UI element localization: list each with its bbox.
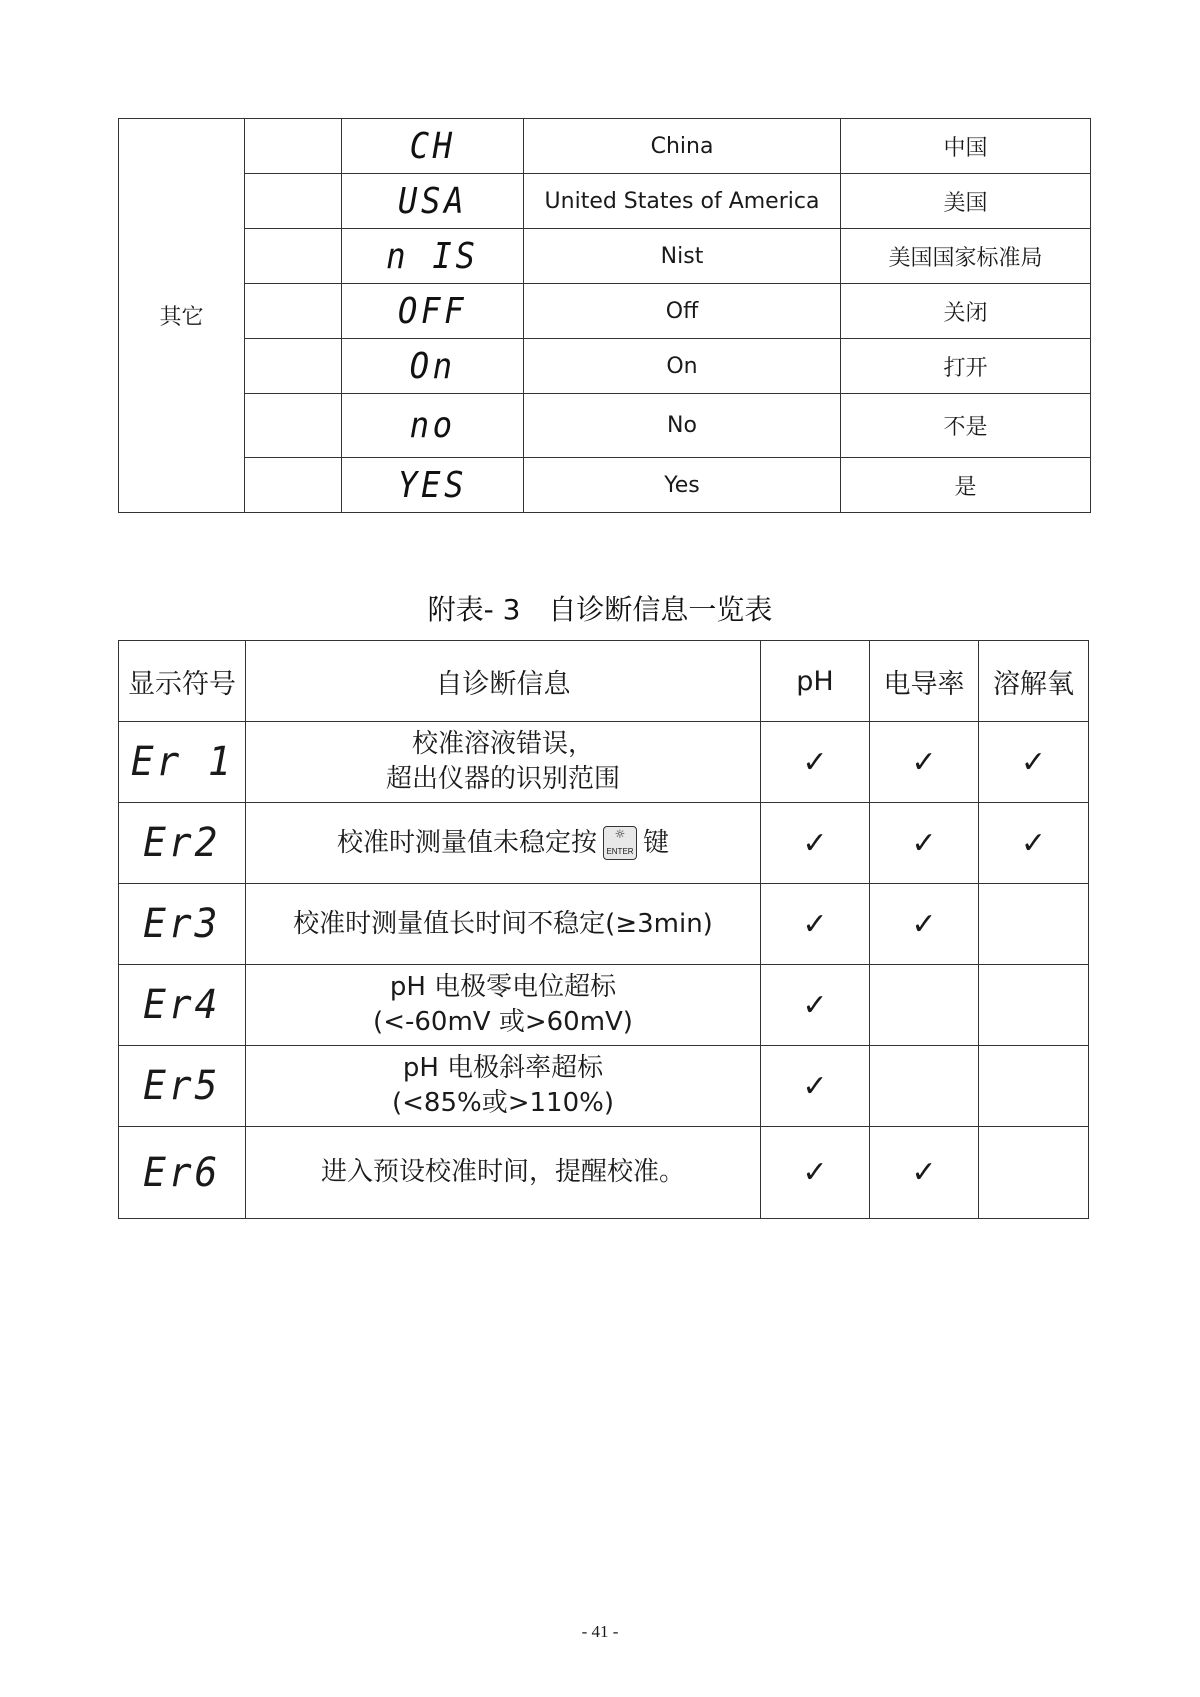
lcd-code: OFF (397, 290, 468, 332)
display-code-cell (342, 284, 524, 339)
display-code-cell (342, 394, 524, 458)
lcd-code: Er3 (143, 901, 221, 947)
enter-key-icon (603, 826, 637, 860)
info-line: pH 电极零电位超标 (389, 972, 617, 1002)
info-line: 超出仪器的识别范围 (385, 764, 620, 794)
conductivity-cell (870, 1127, 979, 1219)
conductivity-cell (870, 722, 979, 803)
info-line: pH 电极斜率超标 (402, 1053, 604, 1083)
conductivity-cell (870, 965, 979, 1046)
info-line: (<85%或>110%) (392, 1088, 614, 1118)
empty-cell (245, 119, 342, 174)
table-row (119, 1046, 1089, 1127)
diagnosis-info-cell (246, 884, 761, 965)
lcd-code: Er2 (143, 820, 221, 866)
diagnosis-info-cell (246, 1046, 761, 1127)
dissolved-oxygen-cell (979, 803, 1089, 884)
lcd-code: Er4 (143, 982, 221, 1028)
info-text: 校准时测量值未稳定按 (336, 827, 597, 858)
english-cell: No (524, 394, 841, 458)
lcd-code: no (409, 405, 456, 446)
table-row (119, 229, 1091, 284)
chinese-cell: 美国国家标准局 (841, 229, 1091, 284)
header-display-code: 显示符号 (119, 641, 246, 722)
table-row (119, 965, 1089, 1046)
empty-cell (245, 284, 342, 339)
table-row (119, 803, 1089, 884)
table-row (119, 284, 1091, 339)
check-icon: ✓ (911, 825, 937, 861)
english-cell: Yes (524, 458, 841, 513)
lcd-code: n IS (386, 235, 479, 277)
table-row (119, 394, 1091, 458)
display-code-cell (342, 229, 524, 284)
error-code-cell (119, 803, 246, 884)
english-cell: China (524, 119, 841, 174)
header-ph: pH (761, 641, 870, 722)
check-icon: ✓ (802, 987, 828, 1023)
display-code-cell (342, 458, 524, 513)
diagnosis-info-cell (246, 722, 761, 803)
ph-cell (761, 1046, 870, 1127)
check-icon: ✓ (911, 906, 937, 942)
info-text: 键 (643, 827, 670, 858)
table-caption: 附表- 3 自诊断信息一览表 (427, 593, 773, 626)
conductivity-cell (870, 1046, 979, 1127)
empty-cell (245, 394, 342, 458)
diagnosis-info-cell (246, 803, 761, 884)
english-cell: Off (524, 284, 841, 339)
table-row (119, 174, 1091, 229)
header-diagnosis-info: 自诊断信息 (246, 641, 761, 722)
empty-cell (245, 229, 342, 284)
table-row (119, 119, 1091, 174)
page-number: - 41 - (581, 1622, 619, 1641)
info-line: 校准时测量值长时间不稳定(≥3min) (293, 908, 713, 939)
lcd-code: Er 1 (130, 739, 234, 785)
lcd-code: On (409, 345, 456, 387)
empty-cell (245, 339, 342, 394)
check-icon: ✓ (802, 1155, 828, 1190)
lcd-code: YES (397, 464, 468, 506)
table-row (119, 722, 1089, 803)
ph-cell (761, 803, 870, 884)
chinese-cell: 打开 (841, 339, 1091, 394)
conductivity-cell (870, 884, 979, 965)
english-cell: Nist (524, 229, 841, 284)
error-code-cell (119, 1127, 246, 1219)
chinese-cell: 中国 (841, 119, 1091, 174)
error-code-cell (119, 884, 246, 965)
lcd-code: Er6 (143, 1149, 221, 1196)
group-label: 其它 (159, 305, 204, 330)
ph-cell (761, 965, 870, 1046)
info-line: 进入预设校准时间，提醒校准。 (320, 1157, 685, 1187)
error-code-cell (119, 965, 246, 1046)
empty-cell (245, 174, 342, 229)
check-icon: ✓ (1020, 744, 1047, 780)
table-row (119, 458, 1091, 513)
empty-cell (245, 458, 342, 513)
english-cell: United States of America (524, 174, 841, 229)
ph-cell (761, 722, 870, 803)
diagnosis-info-cell (246, 965, 761, 1046)
other-settings-table (118, 118, 1091, 513)
group-label-cell (119, 119, 245, 513)
check-icon: ✓ (802, 744, 828, 780)
table-row (119, 339, 1091, 394)
header-conductivity: 电导率 (870, 641, 979, 722)
check-icon: ✓ (802, 1068, 828, 1104)
ph-cell (761, 1127, 870, 1219)
self-diagnosis-table (118, 640, 1089, 1219)
display-code-cell (342, 339, 524, 394)
chinese-cell: 不是 (841, 394, 1091, 458)
lcd-code: CH (409, 125, 456, 167)
display-code-cell (342, 119, 524, 174)
sun-icon: ☼ (614, 827, 626, 841)
check-icon: ✓ (911, 744, 937, 780)
diagnosis-info-cell (246, 1127, 761, 1219)
check-icon: ✓ (802, 906, 828, 942)
lcd-code: USA (397, 180, 468, 222)
dissolved-oxygen-cell (979, 884, 1089, 965)
table-row (119, 884, 1089, 965)
display-code-cell (342, 174, 524, 229)
info-line: (<-60mV 或>60mV) (373, 1007, 633, 1037)
error-code-cell (119, 722, 246, 803)
info-line: 校准溶液错误， (411, 729, 594, 759)
dissolved-oxygen-cell (979, 1127, 1089, 1219)
header-dissolved-oxygen: 溶解氧 (979, 641, 1089, 722)
conductivity-cell (870, 803, 979, 884)
enter-key-label: ENTER (606, 847, 634, 856)
chinese-cell: 是 (841, 458, 1091, 513)
error-code-cell (119, 1046, 246, 1127)
dissolved-oxygen-cell (979, 1046, 1089, 1127)
table-header-row (119, 641, 1089, 722)
dissolved-oxygen-cell (979, 965, 1089, 1046)
dissolved-oxygen-cell (979, 722, 1089, 803)
lcd-code: Er5 (143, 1063, 221, 1109)
chinese-cell: 美国 (841, 174, 1091, 229)
english-cell: On (524, 339, 841, 394)
table-row (119, 1127, 1089, 1219)
check-icon: ✓ (911, 1155, 937, 1190)
chinese-cell: 关闭 (841, 284, 1091, 339)
check-icon: ✓ (802, 825, 828, 861)
ph-cell (761, 884, 870, 965)
check-icon: ✓ (1020, 825, 1047, 861)
